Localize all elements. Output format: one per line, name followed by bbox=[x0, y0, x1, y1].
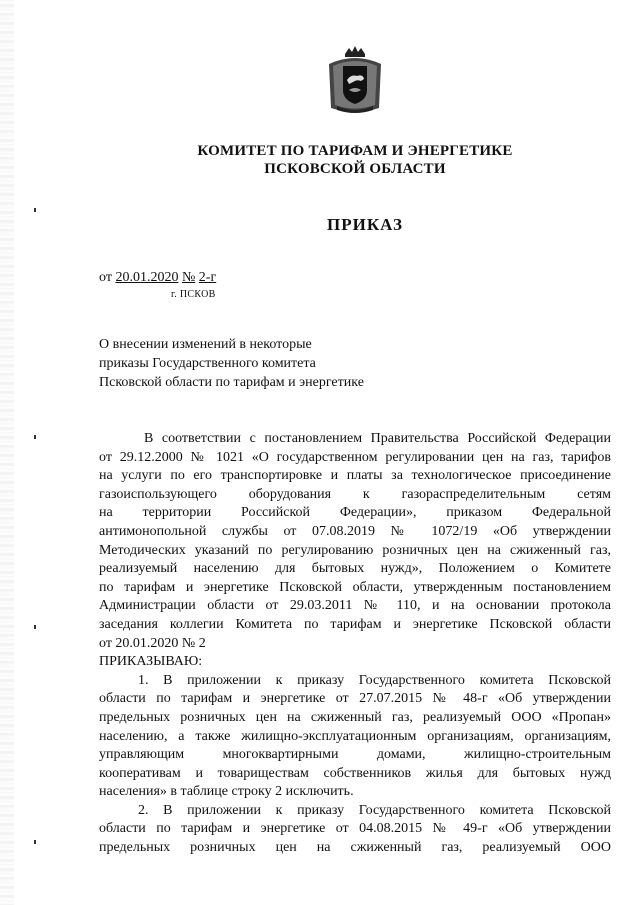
item-1-line: управляющим многоквартирными домами, жилищно-строительным bbox=[99, 747, 611, 763]
item-1-line: кооперативам и товариществам собственников жилья для бытовых нужд bbox=[99, 765, 611, 781]
document-title: ПРИКАЗ bbox=[327, 215, 403, 234]
order-subject bbox=[99, 335, 364, 392]
item-1-line: предельных розничных цен на сжиженный газ, реализуемый ООО «Пропан» bbox=[99, 709, 611, 725]
subject-line: О внесении изменений в некоторые bbox=[99, 337, 312, 352]
body-line: Методических указаний по регулированию розничных цен на сжиженный газ, bbox=[99, 542, 611, 558]
subject-line: приказы Государственного комитета bbox=[99, 356, 316, 371]
body-line: газоиспользующего оборудования к газораспределительным сетям bbox=[99, 486, 611, 502]
scan-speck bbox=[34, 625, 36, 629]
body-line: по тарифам и энергетике Псковской области, утвержденным постановлением bbox=[99, 579, 611, 595]
subject-line: Псковской области по тарифам и энергетике bbox=[99, 375, 364, 390]
body-line: Администрации области от 29.03.2011 № 110, и на основании протокола bbox=[99, 598, 611, 614]
date-prefix: от bbox=[99, 270, 112, 285]
scan-speck bbox=[34, 208, 36, 212]
body-line: реализуемый населению для бытовых нужд», Положением о Комитете bbox=[99, 561, 611, 577]
number-prefix: № bbox=[181, 270, 196, 285]
order-date-line bbox=[99, 270, 216, 286]
order-number: 2-г bbox=[198, 270, 217, 285]
organization-name-line1: КОМИТЕТ ПО ТАРИФАМ И ЭНЕРГЕТИКЕ bbox=[197, 143, 513, 159]
item-1-line: области по тарифам и энергетике от 27.07.2015 № 48-г «Об утверждении bbox=[99, 691, 611, 707]
item-2-line: предельных розничных цен на сжиженный газ, реализуемый ООО bbox=[99, 840, 611, 856]
item-1-line: 1. В приложении к приказу Государственного комитета Псковской bbox=[138, 672, 611, 688]
body-line: В соответствии с постановлением Правительства Российской Федерации bbox=[144, 431, 611, 446]
body-line: заседания коллегии Комитета по тарифам и энергетике Псковской области bbox=[99, 616, 611, 632]
item-1-line: населению, а также жилищно-эксплуатационным организациям, организациям, bbox=[99, 728, 611, 744]
order-directive: ПРИКАЗЫВАЮ: bbox=[99, 654, 203, 670]
body-line: антимонопольной службы от 07.08.2019 № 1072/19 «Об утверждении bbox=[99, 523, 611, 539]
body-line: от 20.01.2020 № 2 bbox=[99, 635, 206, 651]
item-2-line: 2. В приложении к приказу Государственного комитета Псковской bbox=[138, 802, 611, 818]
city-name: г. ПСКОВ bbox=[171, 289, 216, 300]
body-line: на территории Российской Федерации», приказом Федеральной bbox=[99, 505, 611, 521]
scan-edge bbox=[0, 0, 14, 905]
scan-speck bbox=[34, 435, 36, 439]
order-date: 20.01.2020 bbox=[115, 270, 179, 285]
scan-speck bbox=[34, 840, 36, 844]
item-1-line: населения» в таблице строку 2 исключить. bbox=[99, 784, 354, 800]
body-line: на услуги по его транспортировке и платы за технологическое присоединение bbox=[99, 468, 611, 484]
coat-of-arms-icon bbox=[323, 44, 387, 116]
order-body bbox=[99, 430, 611, 858]
item-2-line: области по тарифам и энергетике от 04.08.2015 № 49-г «Об утверждении bbox=[99, 821, 611, 837]
organization-name-line2: ПСКОВСКОЙ ОБЛАСТИ bbox=[264, 161, 446, 177]
body-line: от 29.12.2000 № 1021 «О государственном регулировании цен на газ, тарифов bbox=[99, 449, 611, 465]
